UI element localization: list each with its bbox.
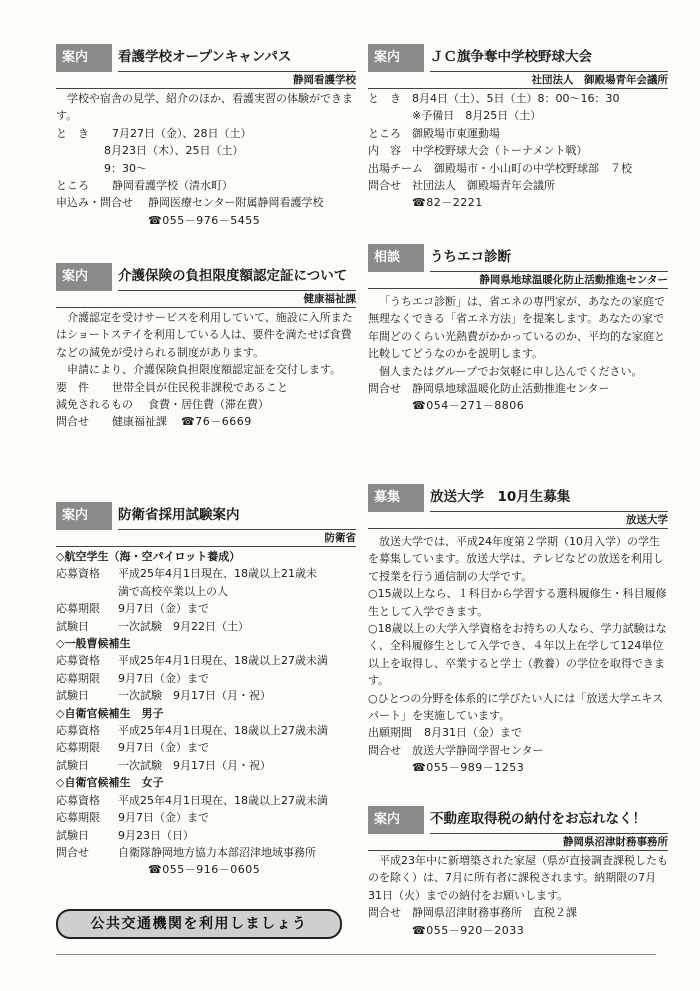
section-title: 放送大学 10月生募集 (430, 489, 571, 505)
deadline-label: 応募期限 (56, 602, 100, 616)
qualification-label: 応募資格 (56, 654, 100, 668)
phone-number: ☎055－976－5455 (148, 213, 261, 227)
body-text: 放送大学では、平成24年度第２学期（10月入学）の学生を募集しています。放送大学は、テレビなどの放送を利用して授業を行う通信制の大学です。 (368, 535, 664, 583)
contact-label: 問合せ (368, 906, 401, 920)
organizer: 放送大学 (368, 513, 668, 529)
section-title: うちエコ診断 (430, 249, 511, 265)
category-tag: 相談 (368, 244, 424, 272)
header-rule (118, 529, 356, 530)
reserve-date: ※予備日 8月25日（土） (412, 109, 542, 123)
qualification-value: 平成25年4月1日現在、18歳以上27歳未満 (118, 724, 328, 738)
category-tag: 案内 (56, 263, 112, 291)
phone-number: ☎055－989－1253 (412, 761, 525, 775)
period-label: 出願期間 (368, 726, 412, 740)
reduction-value: 食費・居住費（滞在費） (148, 398, 269, 412)
defense-recruit-section (56, 502, 356, 879)
body-text: 平成23年中に新増築された家屋（県が直接調査課税したものを除く）は、7月に所有者に課税されます。納期限の7月31日（火）までの納付をお願いします。 (368, 854, 668, 902)
contact-label: 問合せ (368, 382, 401, 396)
real-estate-tax-section (368, 806, 668, 939)
section-title: 防衛省採用試験案内 (118, 507, 240, 523)
date-label: と き (56, 126, 89, 140)
footer-rule (56, 954, 656, 955)
header-rule (118, 290, 356, 291)
phone-number: ☎82－2221 (412, 196, 483, 210)
category-tag: 案内 (56, 44, 112, 72)
contact-value: 自衛隊静岡地方協力本部沼津地域事務所 (118, 845, 316, 859)
contact-label: 申込み・問合せ (56, 196, 133, 210)
place-label: ところ (368, 126, 401, 140)
deadline-value: 9月7日（金）まで (118, 741, 209, 755)
qualification-value: 平成25年4月1日現在、18歳以上21歳未 (118, 567, 317, 581)
date-label: と き (368, 92, 401, 105)
category-heading: ◇航空学生（海・空パイロット養成） (56, 550, 241, 563)
organizer: 防衛省 (56, 531, 356, 547)
requirement-value: 世帯全員が住民税非課税であること (112, 380, 288, 394)
place-value: 静岡看護学校（清水町） (112, 179, 233, 193)
organizer: 健康福祉課 (56, 292, 356, 308)
qualification-label: 応募資格 (56, 724, 100, 738)
deadline-value: 9月7日（金）まで (118, 671, 209, 685)
exam-date-label: 試験日 (56, 758, 89, 772)
date-value: 8月4日（土）、5日（土）8：00～16：30 (412, 92, 620, 105)
bullet-text: ○ひとつの分野を体系的に学びたい人には「放送大学エキスパート」を実施しています。 (368, 691, 664, 723)
teams-value: 御殿場市・小山町の中学校野球部 ７校 (434, 161, 632, 175)
category-tag: 募集 (368, 484, 424, 512)
care-insurance-section (56, 263, 356, 431)
exam-date-label: 試験日 (56, 828, 89, 842)
organizer: 静岡県沼津財務事務所 (368, 835, 668, 851)
category-tag: 案内 (368, 806, 424, 834)
section-title: 不動産取得税の納付をお忘れなく！ (430, 811, 646, 827)
organizer: 社団法人 御殿場青年会議所 (368, 73, 668, 89)
section-title: 看護学校オープンキャンパス (118, 49, 292, 65)
header-rule (118, 71, 356, 72)
requirement-label: 要 件 (56, 380, 89, 394)
exam-date-value: 一次試験 9月22日（土） (118, 619, 249, 633)
bullet-text: ○18歳以上の大学入学資格をお持ちの人なら、学力試験はなく、全科履修生として入学でき、４年以上在学して124単位以上を取得し、卒業すると学士（教養）の学位を取得できます。 (368, 622, 667, 688)
date-value: 8月23日（木）、25日（土） (104, 144, 244, 158)
body-text: 個人またはグループでお気軽に申し込んでください。 (379, 364, 643, 378)
contact-value: 健康福祉課 (112, 415, 167, 429)
time-value: 9：30～ (104, 161, 147, 175)
header-rule (430, 833, 668, 834)
section-header (368, 44, 668, 72)
qualification-value: 満で高校卒業以上の人 (118, 584, 228, 598)
nursing-school-section (56, 44, 356, 229)
body-text: 申請により、介護保険負担限度額認定証を交付します。 (67, 363, 342, 377)
teams-label: 出場チーム (368, 161, 423, 175)
section-header (56, 502, 356, 530)
exam-date-label: 試験日 (56, 619, 89, 633)
exam-date-value: 9月23日（日） (118, 828, 194, 842)
category-heading: ◇自衛官候補生 女子 (56, 776, 164, 790)
section-header (56, 263, 356, 291)
contact-value: 静岡県地球温暖化防止活動推進センター (412, 382, 610, 396)
place-label: ところ (56, 179, 89, 193)
public-transit-banner: 公共交通機関を利用しましょう (56, 909, 342, 939)
qualification-label: 応募資格 (56, 567, 100, 581)
qualification-label: 応募資格 (56, 793, 100, 807)
section-title: 介護保険の負担限度額認定証について (118, 268, 348, 284)
qualification-value: 平成25年4月1日現在、18歳以上27歳未満 (118, 654, 328, 668)
period-value: 8月31日（金）まで (424, 726, 522, 740)
phone-number: ☎055－916－0605 (148, 863, 261, 877)
phone-number: ☎055－920－2033 (412, 923, 525, 937)
contact-value: 静岡医療センター附属静岡看護学校 (148, 196, 324, 210)
content-label: 内 容 (368, 144, 401, 158)
category-heading: ◇一般曹候補生 (56, 637, 131, 651)
contact-label: 問合せ (56, 415, 89, 429)
exam-date-label: 試験日 (56, 689, 89, 703)
section-header (368, 806, 668, 834)
contact-label: 問合せ (368, 743, 401, 757)
open-university-section (368, 484, 668, 777)
exam-date-value: 一次試験 9月17日（月・祝） (118, 758, 271, 772)
section-title: ＪＣ旗争奪中学校野球大会 (430, 49, 592, 65)
deadline-value: 9月7日（金）まで (118, 811, 209, 825)
deadline-value: 9月7日（金）まで (118, 602, 209, 616)
contact-value: 放送大学静岡学習センター (412, 743, 544, 757)
contact-label: 問合せ (368, 179, 401, 193)
content-value: 中学校野球大会（トーナメント戦） (412, 144, 588, 158)
contact-value: 静岡県沼津財務事務所 直税２課 (412, 906, 577, 920)
baseball-tournament-section (368, 44, 668, 212)
contact-value: 社団法人 御殿場青年会議所 (412, 179, 555, 193)
exam-date-value: 一次試験 9月17日（月・祝） (118, 689, 271, 703)
deadline-label: 応募期限 (56, 741, 100, 755)
organizer: 静岡看護学校 (56, 73, 356, 89)
category-tag: 案内 (56, 502, 112, 530)
body-text: 「うちエコ診断」は、省エネの専門家が、あなたの家庭で無理なくできる「省エネ方法」を提案します。あなたの家で年間どのくらい光熱費がかかっているのか、平均的な家庭と比較してどうなのかを説明します。 (368, 295, 665, 361)
category-heading: ◇自衛官候補生 男子 (56, 706, 164, 720)
deadline-label: 応募期限 (56, 671, 100, 685)
section-header (56, 44, 356, 72)
body-text: 介護認定を受けサービスを利用していて、施設に入所またはショートステイを利用している人は、要件を満たせば食費などの減免が受けられる制度があります。 (56, 311, 353, 359)
header-rule (430, 511, 668, 512)
contact-label: 問合せ (56, 845, 89, 859)
eco-diagnosis-section (368, 244, 668, 415)
organizer: 静岡県地球温暖化防止活動推進センター (368, 273, 668, 289)
date-value: 7月27日（金）、28日（土） (112, 126, 252, 140)
reduction-label: 減免されるもの (56, 398, 133, 412)
bullet-text: ○15歳以上なら、１科目から学習する選科履修生・科目履修生として入学できます。 (368, 587, 667, 618)
category-tag: 案内 (368, 44, 424, 72)
intro-text: 学校や宿舎の見学、紹介のほか、看護実習の体験ができます。 (56, 92, 353, 123)
place-value: 御殿場市東運動場 (412, 126, 500, 140)
header-rule (430, 71, 668, 72)
header-rule (430, 271, 668, 272)
phone-number: ☎76－6669 (181, 415, 252, 429)
phone-number: ☎054－271－8806 (412, 399, 525, 413)
section-header (368, 484, 668, 512)
section-header (368, 244, 668, 272)
deadline-label: 応募期限 (56, 811, 100, 825)
qualification-value: 平成25年4月1日現在、18歳以上27歳未満 (118, 793, 328, 807)
